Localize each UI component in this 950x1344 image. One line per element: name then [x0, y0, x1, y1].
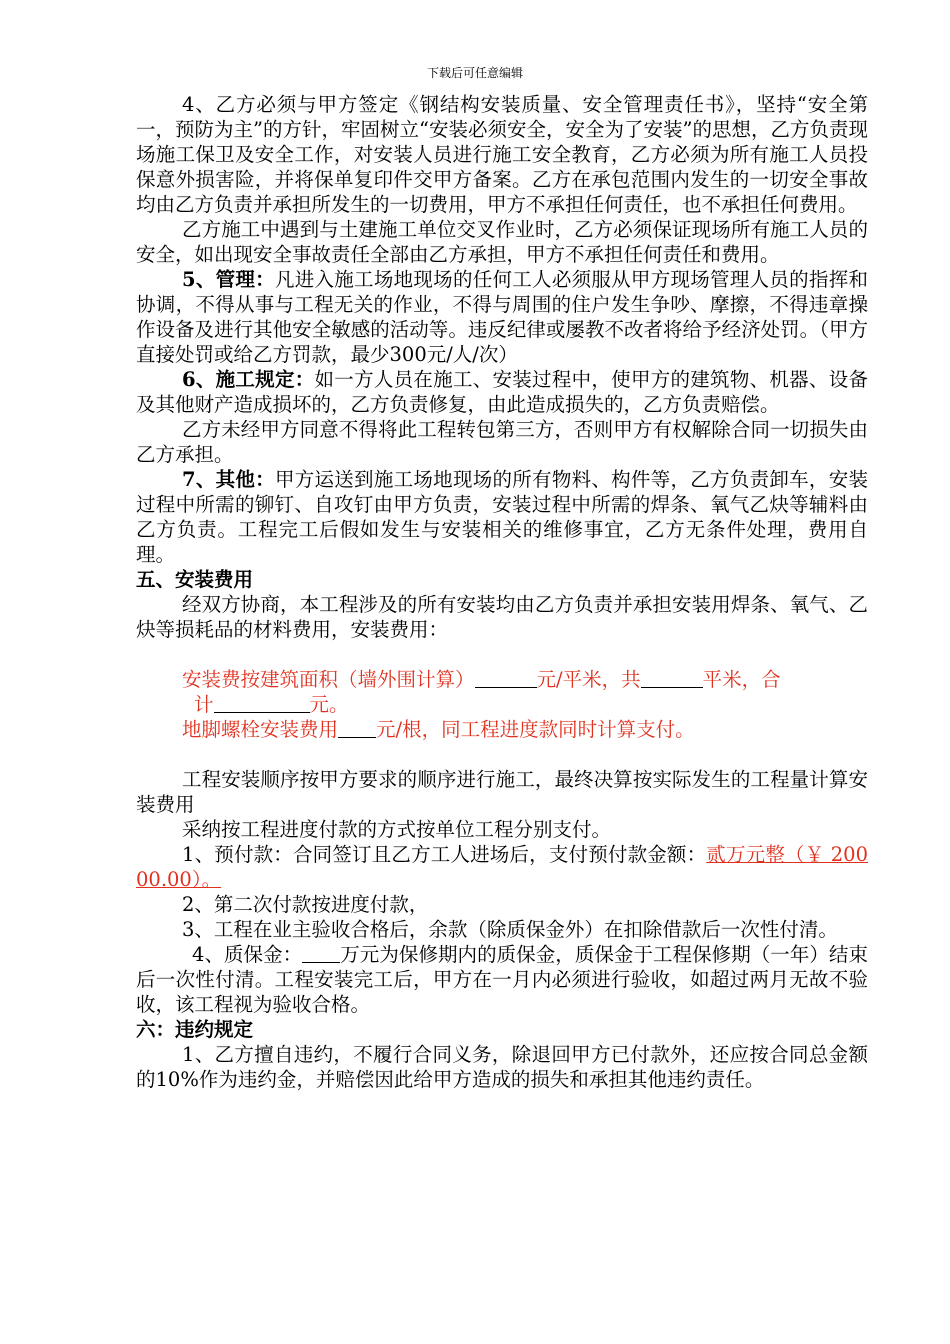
- clause-5-paragraph: [136, 267, 868, 367]
- payment-2-paragraph: 2、第二次付款按进度付款，: [182, 893, 429, 916]
- retention-blank: [302, 944, 340, 963]
- anchor-bolt-fee-blank: [338, 719, 376, 738]
- fee-total-blank: [214, 694, 310, 713]
- clause-7-label: 7、其他：: [182, 468, 275, 491]
- clause-7-paragraph: [136, 467, 868, 567]
- fee-total-unit: 元。: [309, 693, 349, 716]
- payment-1-amount: 贰万元整（￥ 20000.00）。: [136, 843, 868, 891]
- breach-1-paragraph: 1、乙方擅自违约，不履行合同义务，除退回甲方已付款外，还应按合同总金额的10%作为违约金，并赔偿因此给甲方造成的损失和承担其他违约责任。: [136, 1043, 868, 1091]
- clause-5-text: 凡进入施工场地现场的任何工人必须服从甲方现场管理人员的指挥和协调，不得从事与工程无关的作业，不得与周围的住户发生争吵、摩擦，不得违章操作设备及进行其他安全敏感的活动等。违反纪律或屡教不改者将给予经济处罚。（甲方直接处罚或给乙方罚款，最少300元/人/次）: [136, 268, 868, 366]
- fee-rate-unit: 元/平米，共: [536, 668, 641, 691]
- fee-area-blank: [641, 669, 703, 688]
- page-header-note: 下载后可任意编辑: [426, 66, 523, 80]
- payment-1-text: 1、预付款：合同签订且乙方工人进场后，支付预付款金额：: [182, 843, 707, 866]
- anchor-bolt-fee-line: [136, 717, 868, 742]
- spacer: [136, 742, 868, 767]
- contract-body: [136, 92, 868, 1092]
- payment-method-paragraph: 采纳按工程进度付款的方式按单位工程分别支付。: [182, 818, 612, 841]
- clause-4-cross-work-paragraph: 乙方施工中遇到与土建施工单位交叉作业时，乙方必须保证现场所有施工人员的安全，如出现安全事故责任全部由乙方承担，甲方不承担任何责任和费用。: [136, 218, 868, 266]
- breach-heading: 六：违约规定: [136, 1018, 254, 1041]
- anchor-bolt-fee-label: 地脚螺栓安装费用: [182, 718, 339, 741]
- retention-label: 4、质保金：: [192, 943, 303, 966]
- clause-6-paragraph: [136, 367, 868, 417]
- clause-5-label: 5、管理：: [182, 268, 275, 291]
- fee-area-label: 安装费按建筑面积（墙外围计算）: [182, 668, 475, 691]
- fee-total-label: 计: [194, 693, 214, 716]
- clause-7-text: 甲方运送到施工场地现场的所有物料、构件等，乙方负责卸车，安装过程中所需的铆钉、自攻钉由甲方负责，安装过程中所需的焊条、氧气乙炔等辅料由乙方负责。工程完工后假如发生与安装相关的维修事宜，乙方无条件处理，费用自理。: [136, 468, 868, 566]
- payment-1-paragraph: [136, 842, 868, 892]
- install-fee-heading: 五、安装费用: [136, 568, 254, 591]
- install-fee-intro: 经双方协商，本工程涉及的所有安装均由乙方负责并承担安装用焊条、氧气、乙炔等损耗品的材料费用，安装费用：: [136, 593, 868, 641]
- spacer: [136, 642, 868, 667]
- clause-6-label: 6、施工规定：: [182, 368, 315, 391]
- clause-6-subcontract-paragraph: 乙方未经甲方同意不得将此工程转包第三方，否则甲方有权解除合同一切损失由乙方承担。: [136, 418, 868, 466]
- install-fee-total-line: [136, 692, 868, 717]
- payment-4-paragraph: [136, 942, 868, 1017]
- clause-6-text: 如一方人员在施工、安装过程中，使甲方的建筑物、机器、设备及其他财产造成损坏的，乙方负责修复，由此造成损失的，乙方负责赔偿。: [136, 368, 868, 416]
- install-order-paragraph: 工程安装顺序按甲方要求的顺序进行施工，最终决算按实际发生的工程量计算安装费用: [136, 768, 868, 816]
- clause-4-paragraph: 4、乙方必须与甲方签定《钢结构安装质量、安全管理责任书》，坚持“安全第一，预防为主”的方针，牢固树立“安装必须安全，安全为了安装”的思想，乙方负责现场施工保卫及安全工作，对安装人员进行施工安全教育，乙方必须为所有施工人员投保意外损害险，并将保单复印件交甲方备案。乙方在承包范围内发生的一切安全事故均由乙方负责并承担所发生的一切费用，甲方不承担任何责任，也不承担任何费用。: [136, 93, 868, 216]
- anchor-bolt-fee-text: 元/根，同工程进度款同时计算支付。: [376, 718, 695, 741]
- fee-rate-blank: [475, 669, 537, 688]
- fee-area-unit: 平米，合: [702, 668, 781, 691]
- retention-text: 万元为保修期内的质保金，质保金于工程保修期（一年）结束后一次性付清。工程安装完工后，甲方在一月内必须进行验收，如超过两月无故不验收，该工程视为验收合格。: [136, 943, 868, 1016]
- payment-3-paragraph: 3、工程在业主验收合格后，余款（除质保金外）在扣除借款后一次性付清。: [182, 918, 838, 941]
- install-fee-area-line: [136, 667, 868, 692]
